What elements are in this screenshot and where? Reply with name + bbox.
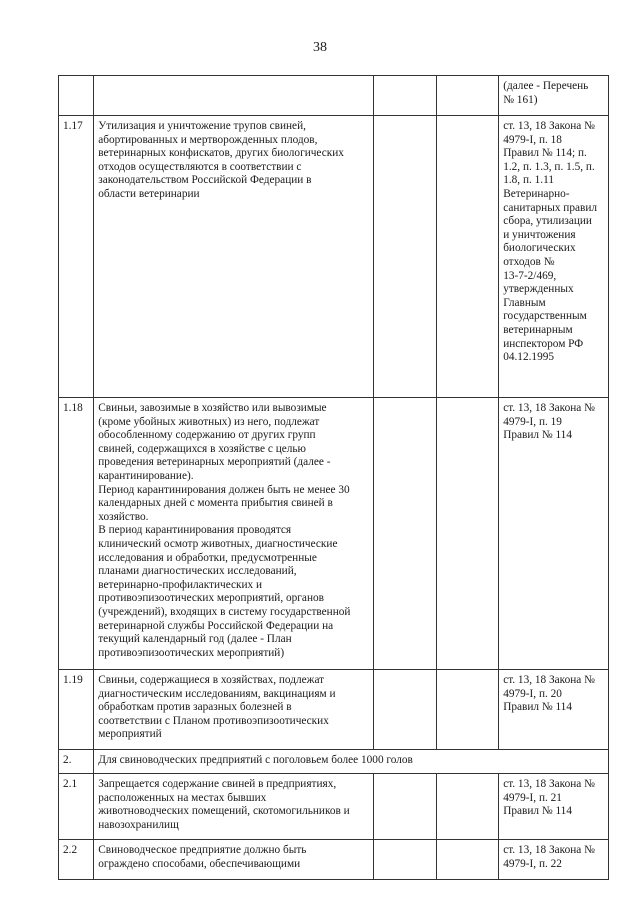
item-number: 2. <box>59 750 94 774</box>
reference-line: 1.8, п. 1.11 <box>503 174 555 187</box>
reference-line: 04.12.1995 <box>503 351 555 364</box>
requirement-line: противоэпизоотических мероприятий) <box>98 646 285 659</box>
requirement-line: планами диагностических исследований, <box>98 565 297 578</box>
requirements-table-body <box>59 76 609 880</box>
legal-reference <box>499 670 609 750</box>
reference-line: Правил № 114 <box>503 805 572 818</box>
reference-line: утвержденных <box>503 283 574 296</box>
empty-cell <box>374 774 436 840</box>
reference-line: ст. 13, 18 Закона № <box>503 120 595 132</box>
requirement-line: животноводческих помещений, скотомогильников и <box>98 805 350 818</box>
reference-line: (далее - Перечень <box>503 80 589 92</box>
reference-line: 4979-I, п. 20 <box>503 687 562 700</box>
requirement-line: законодательством Российской Федерации в <box>98 174 312 187</box>
requirement-text <box>94 774 374 840</box>
empty-cell <box>436 840 498 880</box>
empty-cell <box>436 116 498 398</box>
requirement-line: Свиньи, содержащиеся в хозяйствах, подлежат <box>98 674 325 686</box>
requirement-line: проведения ветеринарных мероприятий (далее - <box>98 456 331 469</box>
empty-cell <box>374 840 436 880</box>
requirement-line: навозохранилищ <box>98 818 179 831</box>
table-row <box>59 750 609 774</box>
legal-reference <box>499 774 609 840</box>
item-number <box>59 76 94 116</box>
requirement-text <box>94 840 374 880</box>
requirement-line: (кроме убойных животных) из него, подлежат <box>98 415 320 428</box>
item-number: 2.1 <box>59 774 94 840</box>
reference-line: ст. 13, 18 Закона № <box>503 778 595 790</box>
reference-line: Правил № 114 <box>503 429 572 442</box>
table-row <box>59 670 609 750</box>
requirement-line: соответствии с Планом противоэпизоотических <box>98 714 329 727</box>
reference-line: государственным <box>503 310 587 323</box>
requirement-line: Свиноводческое предприятие должно быть <box>98 844 307 856</box>
legal-reference <box>499 76 609 116</box>
requirement-text <box>94 76 374 116</box>
requirement-line: ветеринарных конфискатов, других биологических <box>98 147 344 160</box>
empty-cell <box>436 76 498 116</box>
requirement-line: обработкам против заразных болезней в <box>98 701 292 714</box>
requirement-line: хозяйство. <box>98 510 149 523</box>
reference-line: ветеринарным <box>503 323 573 336</box>
reference-line: Правил № 114 <box>503 701 572 714</box>
requirement-line: ограждено способами, обеспечивающими <box>98 857 301 870</box>
reference-line: отходов № <box>503 255 555 268</box>
empty-cell <box>436 398 498 670</box>
requirement-line: противоэпизоотических мероприятий, органов <box>98 592 324 605</box>
reference-line: биологических <box>503 242 576 255</box>
reference-line: ст. 13, 18 Закона № <box>503 402 595 414</box>
requirement-text <box>94 670 374 750</box>
requirement-line: ветеринарно-профилактических и <box>98 578 263 591</box>
item-number: 1.17 <box>59 116 94 398</box>
reference-line: 4979-I, п. 19 <box>503 415 562 428</box>
empty-cell <box>374 116 436 398</box>
reference-line: 4979-I, п. 22 <box>503 857 562 870</box>
requirement-line: расположенных на местах бывших <box>98 791 267 804</box>
empty-cell <box>374 398 436 670</box>
requirement-line: Свиньи, завозимые в хозяйство или вывозимые <box>98 402 327 414</box>
empty-cell <box>374 76 436 116</box>
requirement-line: ветеринарной службы Российской Федерации на <box>98 619 334 632</box>
reference-line: ст. 13, 18 Закона № <box>503 844 595 856</box>
requirement-line: свиней, содержащихся в хозяйстве с целью <box>98 442 306 455</box>
reference-line: Правил № 114; п. <box>503 147 587 160</box>
page-number: 38 <box>313 40 327 55</box>
requirement-text <box>94 116 374 398</box>
requirement-line: диагностическим исследованиям, вакцинациям и <box>98 687 336 700</box>
reference-line: 13-7-2/469, <box>503 269 557 282</box>
requirement-line: исследования и обработки, предусмотренные <box>98 551 317 564</box>
requirement-line: клинический осмотр животных, диагностические <box>98 537 338 550</box>
empty-cell <box>436 670 498 750</box>
legal-reference <box>499 840 609 880</box>
requirement-line: Период карантинирования должен быть не менее 30 <box>98 483 350 496</box>
table-row <box>59 76 609 116</box>
empty-cell <box>436 774 498 840</box>
requirements-table <box>58 75 609 880</box>
reference-line: 4979-I, п. 21 <box>503 791 562 804</box>
table-row <box>59 398 609 670</box>
table-row <box>59 116 609 398</box>
reference-line: санитарных правил <box>503 201 598 214</box>
requirement-line: обособленному содержанию от других групп <box>98 429 316 442</box>
item-number: 1.18 <box>59 398 94 670</box>
requirement-line: карантинирование). <box>98 469 194 482</box>
table-row <box>59 840 609 880</box>
reference-line: № 161) <box>503 93 538 106</box>
reference-line: сбора, утилизации <box>503 215 592 228</box>
requirement-line: абортированных и мертворожденных плодов, <box>98 133 318 146</box>
reference-line: Ветеринарно- <box>503 187 570 200</box>
requirement-line: области ветеринарии <box>98 187 200 200</box>
reference-line: 4979-I, п. 18 <box>503 133 562 146</box>
reference-line: инспектором РФ <box>503 337 584 350</box>
requirement-line: (учреждений), входящих в систему государственной <box>98 605 351 618</box>
reference-line: ст. 13, 18 Закона № <box>503 674 595 686</box>
legal-reference <box>499 116 609 398</box>
requirement-line: Запрещается содержание свиней в предприятиях, <box>98 778 337 790</box>
legal-reference <box>499 398 609 670</box>
section-heading: Для свиноводческих предприятий с поголовьем более 1000 голов <box>94 750 609 774</box>
requirement-line: календарных дней с момента прибытия свиней в <box>98 497 333 510</box>
reference-line: Главным <box>503 296 546 309</box>
requirement-line: В период карантинирования проводятся <box>98 524 292 537</box>
requirement-text <box>94 398 374 670</box>
reference-line: и уничтожения <box>503 228 576 241</box>
table-row <box>59 774 609 840</box>
empty-cell <box>374 670 436 750</box>
item-number: 2.2 <box>59 840 94 880</box>
item-number: 1.19 <box>59 670 94 750</box>
requirement-line: мероприятий <box>98 728 162 741</box>
reference-line: 1.2, п. 1.3, п. 1.5, п. <box>503 160 595 173</box>
requirement-line: отходов осуществляются в соответствии с <box>98 160 302 173</box>
requirement-line: текущий календарный год (далее - План <box>98 633 292 646</box>
requirement-line: Утилизация и уничтожение трупов свиней, <box>98 120 306 132</box>
